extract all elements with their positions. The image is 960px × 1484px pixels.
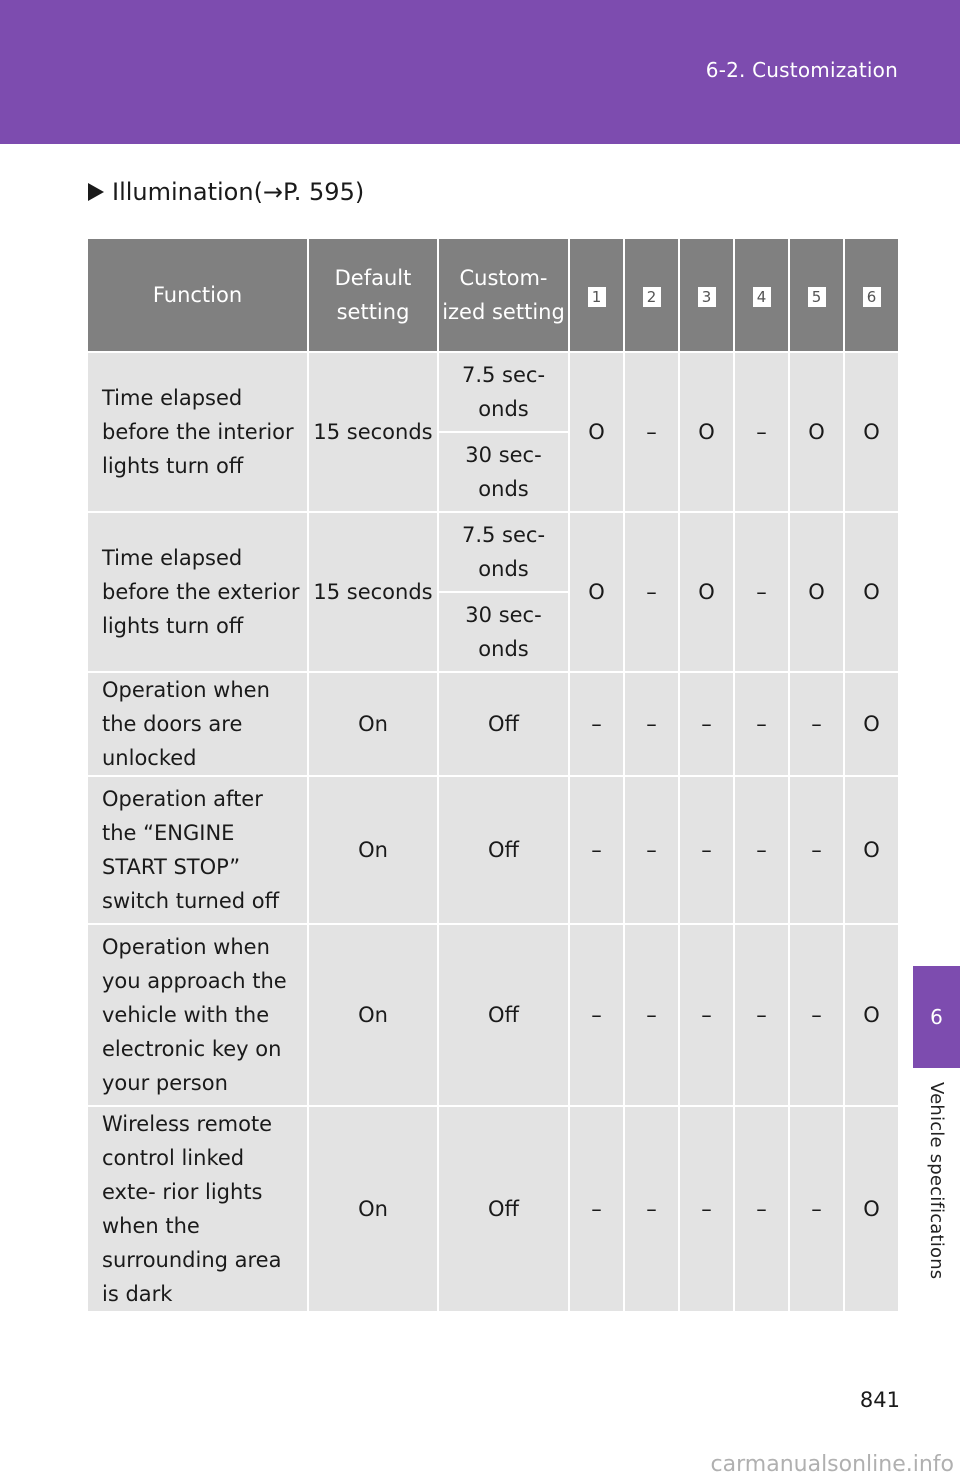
- num-badge: 5: [808, 287, 826, 307]
- cell-mark: –: [679, 776, 734, 924]
- table-row: [88, 672, 899, 776]
- cell-customized: 30 sec- onds: [438, 592, 569, 672]
- cell-mark: O: [569, 512, 624, 672]
- cell-mark: –: [624, 776, 679, 924]
- cell-mark: –: [569, 776, 624, 924]
- cell-mark: –: [789, 924, 844, 1106]
- cell-default: On: [308, 1106, 438, 1312]
- cell-mark: O: [844, 776, 899, 924]
- cell-mark: O: [789, 512, 844, 672]
- table-row: [88, 352, 899, 432]
- header-num-5: [789, 239, 844, 352]
- table-row: [88, 924, 899, 1106]
- table-header-row: [88, 239, 899, 352]
- chapter-label: Vehicle specifications: [926, 1082, 947, 1280]
- cell-customized: 7.5 sec- onds: [438, 512, 569, 592]
- cell-function: Time elapsed before the exterior lights turn off: [88, 512, 308, 672]
- section-title: 6-2. Customization: [705, 58, 898, 82]
- num-badge: 6: [863, 287, 881, 307]
- cell-mark: –: [624, 924, 679, 1106]
- num-badge: 2: [643, 287, 661, 307]
- num-badge: 3: [698, 287, 716, 307]
- watermark: carmanualsonline.info: [710, 1452, 954, 1477]
- cell-customized: 7.5 sec- onds: [438, 352, 569, 432]
- cell-mark: –: [569, 672, 624, 776]
- cell-customized: 30 sec- onds: [438, 432, 569, 512]
- cell-mark: –: [734, 512, 789, 672]
- table-row: [88, 512, 899, 592]
- cell-mark: –: [734, 352, 789, 512]
- header-num-6: [844, 239, 899, 352]
- customization-table: [88, 239, 900, 1313]
- header-default: Default setting: [308, 239, 438, 352]
- cell-mark: –: [679, 924, 734, 1106]
- cell-mark: –: [734, 776, 789, 924]
- cell-function: Time elapsed before the interior lights turn off: [88, 352, 308, 512]
- header-num-4: [734, 239, 789, 352]
- cell-default: On: [308, 776, 438, 924]
- cell-mark: –: [624, 352, 679, 512]
- cell-mark: O: [679, 512, 734, 672]
- section-heading: [88, 178, 364, 206]
- header-band: [0, 0, 960, 144]
- cell-mark: –: [569, 1106, 624, 1312]
- cell-mark: O: [789, 352, 844, 512]
- table-row: [88, 1106, 899, 1312]
- triangle-bullet-icon: [88, 183, 104, 201]
- header-num-2: [624, 239, 679, 352]
- cell-function: Operation after the “ENGINE START STOP” switch turned off: [88, 776, 308, 924]
- cell-customized: Off: [438, 1106, 569, 1312]
- cell-mark: –: [624, 1106, 679, 1312]
- cell-mark: –: [569, 924, 624, 1106]
- cell-mark: O: [844, 1106, 899, 1312]
- cell-mark: O: [844, 924, 899, 1106]
- header-function: Function: [88, 239, 308, 352]
- cell-mark: –: [789, 1106, 844, 1312]
- cell-customized: Off: [438, 672, 569, 776]
- cell-mark: –: [789, 672, 844, 776]
- cell-mark: –: [734, 1106, 789, 1312]
- cell-default: On: [308, 672, 438, 776]
- cell-mark: –: [734, 672, 789, 776]
- header-num-1: [569, 239, 624, 352]
- cell-mark: –: [624, 512, 679, 672]
- cell-mark: O: [844, 672, 899, 776]
- num-badge: 4: [753, 287, 771, 307]
- cell-default: On: [308, 924, 438, 1106]
- section-heading-text: Illumination(→P. 595): [112, 178, 365, 206]
- num-badge: 1: [588, 287, 606, 307]
- cell-function: Operation when the doors are unlocked: [88, 672, 308, 776]
- cell-mark: –: [679, 672, 734, 776]
- cell-mark: O: [569, 352, 624, 512]
- cell-mark: –: [789, 776, 844, 924]
- cell-mark: O: [679, 352, 734, 512]
- chapter-number: 6: [930, 1005, 943, 1029]
- cell-mark: O: [844, 512, 899, 672]
- cell-function: Operation when you approach the vehicle with the electronic key on your person: [88, 924, 308, 1106]
- header-customized: Custom- ized setting: [438, 239, 569, 352]
- table-row: [88, 776, 899, 924]
- cell-mark: –: [679, 1106, 734, 1312]
- cell-default: 15 seconds: [308, 352, 438, 512]
- header-num-3: [679, 239, 734, 352]
- cell-mark: O: [844, 352, 899, 512]
- cell-default: 15 seconds: [308, 512, 438, 672]
- chapter-tab[interactable]: [913, 966, 960, 1068]
- cell-customized: Off: [438, 776, 569, 924]
- cell-mark: –: [734, 924, 789, 1106]
- cell-customized: Off: [438, 924, 569, 1106]
- cell-function: Wireless remote control linked exte- rior lights when the surrounding area is dark: [88, 1106, 308, 1312]
- cell-mark: –: [624, 672, 679, 776]
- page-number: 841: [859, 1388, 900, 1412]
